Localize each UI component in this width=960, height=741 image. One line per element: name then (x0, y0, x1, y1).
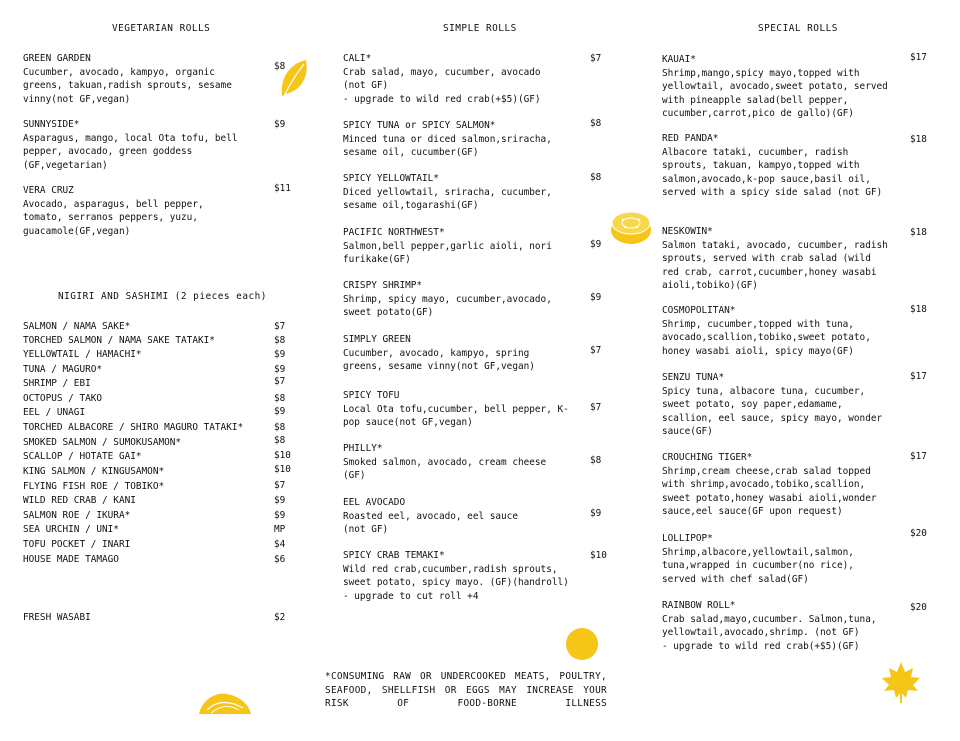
item-name: PACIFIC NORTHWEST* (343, 227, 445, 238)
menu-item (662, 371, 890, 439)
menu-item (343, 333, 558, 374)
item-desc: Avocado, asparagus, bell pepper, tomato, serranos peppers, yuzu, guacamole(GF,vegan) (23, 198, 204, 237)
menu-item (23, 118, 238, 172)
item-desc: Diced yellowtail, sriracha, cucumber, sesame oil,togarashi(GF) (343, 186, 552, 211)
item-price: $9 (274, 119, 286, 130)
dot-icon (565, 627, 599, 661)
item-price: $18 (910, 134, 927, 145)
nigiri-name: SHRIMP / EBI (23, 378, 91, 389)
item-desc: Asparagus, mango, local Ota tofu, bell pepper, avocado, green goddess (GF,vegetarian) (23, 132, 238, 171)
menu-item (343, 496, 543, 537)
item-name: SPICY YELLOWTAIL* (343, 173, 439, 184)
item-name: SIMPLY GREEN (343, 334, 411, 345)
nigiri-name: YELLOWTAIL / HAMACHI* (23, 349, 142, 360)
nigiri-price: MP (274, 524, 286, 535)
nigiri-name: EEL / UNAGI (23, 407, 86, 418)
item-desc: Wild red crab,cucumber,radish sprouts, sweet potato, spicy mayo. (GF)(handroll) (343, 563, 569, 588)
item-name: EEL AVOCADO (343, 497, 406, 508)
menu-item (662, 53, 890, 121)
item-price: $18 (910, 304, 927, 315)
nigiri-price: $10 (274, 464, 291, 475)
item-price: $20 (910, 528, 927, 539)
nigiri-name: TORCHED SALMON / NAMA SAKE TATAKI* (23, 335, 215, 346)
item-name: KAUAI* (662, 54, 696, 65)
item-price: $10 (590, 550, 607, 561)
simple-heading: SIMPLE ROLLS (443, 23, 517, 34)
item-desc: Albacore tataki, cucumber, radish sprouts, takuan, kampyo,topped with salmon,avocado,k-pop sauce,basil oil, served with a spicy side salad (not GF) (662, 146, 883, 198)
item-name: RED PANDA* (662, 133, 719, 144)
menu-item (662, 599, 890, 653)
leaf-icon (278, 58, 310, 100)
nigiri-name: TUNA / MAGURO* (23, 364, 103, 375)
nigiri-price: $7 (274, 480, 286, 491)
nigiri-price: $7 (274, 376, 286, 387)
vegetarian-heading: VEGETARIAN ROLLS (112, 23, 211, 34)
item-price: $17 (910, 451, 927, 462)
sushi-roll-icon (610, 208, 652, 246)
item-desc: Roasted eel, avocado, eel sauce (not GF) (343, 510, 518, 535)
item-price: $17 (910, 52, 927, 63)
nigiri-price: $7 (274, 321, 286, 332)
item-desc: Crab salad, mayo, cucumber, avocado (not GF) (343, 66, 541, 91)
item-price: $9 (590, 239, 602, 250)
nigiri-heading: NIGIRI AND SASHIMI (2 pieces each) (58, 291, 267, 302)
nigiri-name: TORCHED ALBACORE / SHIRO MAGURO TATAKI* (23, 422, 244, 433)
item-name: CROUCHING TIGER* (662, 452, 753, 463)
nigiri-price: $9 (274, 495, 286, 506)
wasabi-price: $2 (274, 612, 286, 623)
wasabi-name: FRESH WASABI (23, 612, 91, 623)
nigiri-name: FLYING FISH ROE / TOBIKO* (23, 481, 165, 492)
item-name: RAINBOW ROLL* (662, 600, 736, 611)
menu-item (343, 172, 573, 213)
item-desc: Local Ota tofu,cucumber, bell pepper, K-pop sauce(not GF,vegan) (343, 403, 569, 428)
nigiri-name: WILD RED CRAB / KANI (23, 495, 136, 506)
item-desc: Minced tuna or diced salmon,sriracha, sesame oil, cucumber(GF) (343, 133, 552, 158)
menu-item (343, 389, 573, 430)
item-name: GREEN GARDEN (23, 53, 91, 64)
nigiri-price: $8 (274, 335, 286, 346)
item-desc: Cucumber, avocado, kampyo, organic greens, takuan,radish sprouts, sesame vinny(not GF,vegan) (23, 66, 232, 105)
item-price: $7 (590, 345, 602, 356)
menu-item (343, 226, 558, 267)
item-name: COSMOPOLITAN* (662, 305, 736, 316)
item-name: SPICY TUNA or SPICY SALMON* (343, 120, 496, 131)
item-price: $9 (590, 508, 602, 519)
item-price: $17 (910, 371, 927, 382)
nigiri-price: $8 (274, 435, 286, 446)
menu-item (662, 304, 890, 358)
nigiri-price: $9 (274, 364, 286, 375)
item-extra: - upgrade to cut roll +4 (343, 590, 479, 602)
item-desc: Shrimp,albacore,yellowtail,salmon, tuna,wrapped in cucumber(no rice), served with chef salad(GF) (662, 546, 854, 585)
item-name: CALI* (343, 53, 372, 64)
item-price: $8 (590, 172, 602, 183)
nigiri-name: KING SALMON / KINGUSAMON* (23, 466, 165, 477)
item-name: SUNNYSIDE* (23, 119, 80, 130)
item-name: LOLLIPOP* (662, 533, 713, 544)
item-price: $11 (274, 183, 291, 194)
nigiri-name: TOFU POCKET / INARI (23, 539, 131, 550)
item-price: $7 (590, 53, 602, 64)
nigiri-name: SALMON ROE / IKURA* (23, 510, 131, 521)
nigiri-name: SMOKED SALMON / SUMOKUSAMON* (23, 437, 182, 448)
item-name: SPICY CRAB TEMAKI* (343, 550, 445, 561)
item-name: SENZU TUNA* (662, 372, 725, 383)
nigiri-name: HOUSE MADE TAMAGO (23, 554, 119, 565)
item-desc: Cucumber, avocado, kampyo, spring greens, sesame vinny(not GF,vegan) (343, 347, 535, 372)
item-extra: - upgrade to wild red crab(+$5)(GF) (343, 93, 541, 105)
nigiri-name: SCALLOP / HOTATE GAI* (23, 451, 142, 462)
nigiri-price: $8 (274, 393, 286, 404)
item-name: NESKOWIN* (662, 226, 713, 237)
menu-item (343, 442, 573, 483)
item-price: $8 (590, 118, 602, 129)
item-desc: Crab salad,mayo,cucumber. Salmon,tuna, yellowtail,avocado,shrimp. (not GF) (662, 613, 877, 638)
nigiri-price: $10 (274, 450, 291, 461)
item-name: SPICY TOFU (343, 390, 400, 401)
menu-item (662, 132, 890, 200)
item-name: CRISPY SHRIMP* (343, 280, 423, 291)
nigiri-name: OCTOPUS / TAKO (23, 393, 103, 404)
menu-item (343, 119, 565, 160)
item-desc: Salmon tataki, avocado, cucumber, radish sprouts, served with crab salad (wild red crab, carrot,cucumber,honey wasabi aioli,tobiko)(GF) (662, 239, 888, 291)
special-heading: SPECIAL ROLLS (758, 23, 838, 34)
item-desc: Salmon,bell pepper,garlic aioli, nori furikake(GF) (343, 240, 552, 265)
item-desc: Smoked salmon, avocado, cream cheese (GF) (343, 456, 547, 481)
item-price: $18 (910, 227, 927, 238)
maple-leaf-icon (880, 660, 922, 704)
item-price: $7 (590, 402, 602, 413)
item-desc: Shrimp,mango,spicy mayo,topped with yellowtail, avocado,sweet potato, served with pineapple salad(bell pepper, cucumber,carrot,pico de gallo)(GF) (662, 67, 888, 119)
disclaimer: *CONSUMING RAW OR UNDERCOOKED MEATS, POULTRY, SEAFOOD, SHELLFISH OR EGGS MAY INCREASE YOUR RISK OF FOOD-BORNE ILLNESS (325, 671, 607, 709)
item-desc: Spicy tuna, albacore tuna, cucumber, sweet potato, soy paper,edamame, scallion, eel sauce, spicy mayo, wonder sauce(GF) (662, 385, 883, 437)
menu-item (662, 225, 890, 293)
nigiri-name: SEA URCHIN / UNI* (23, 524, 119, 535)
menu-item (343, 279, 573, 320)
item-price: $20 (910, 602, 927, 613)
item-price: $9 (590, 292, 602, 303)
nigiri-price: $9 (274, 406, 286, 417)
menu-item (343, 52, 565, 106)
item-desc: Shrimp, spicy mayo, cucumber,avocado, sweet potato(GF) (343, 293, 552, 318)
nigiri-price: $8 (274, 422, 286, 433)
menu-item (662, 451, 890, 519)
nigiri-price: $9 (274, 510, 286, 521)
menu-item (662, 532, 890, 586)
item-desc: Shrimp,cream cheese,crab salad topped with shrimp,avocado,tobiko,scallion, sweet potato,honey wasabi aioli,wonder sauce,eel sauce(GF upon request) (662, 465, 877, 517)
menu-item (23, 184, 245, 238)
menu-item (343, 549, 575, 603)
item-extra: - upgrade to wild red crab(+$5)(GF) (662, 640, 860, 652)
nigiri-price: $9 (274, 349, 286, 360)
nigiri-price: $6 (274, 554, 286, 565)
item-name: PHILLY* (343, 443, 383, 454)
item-price: $8 (274, 61, 286, 72)
item-price: $8 (590, 455, 602, 466)
menu-item (23, 52, 238, 106)
item-name: VERA CRUZ (23, 185, 74, 196)
nigiri-icon (197, 690, 253, 716)
nigiri-name: SALMON / NAMA SAKE* (23, 321, 131, 332)
nigiri-price: $4 (274, 539, 286, 550)
item-desc: Shrimp, cucumber,topped with tuna, avocado,scallion,tobiko,sweet potato, honey wasabi aioli, spicy mayo(GF) (662, 318, 871, 357)
